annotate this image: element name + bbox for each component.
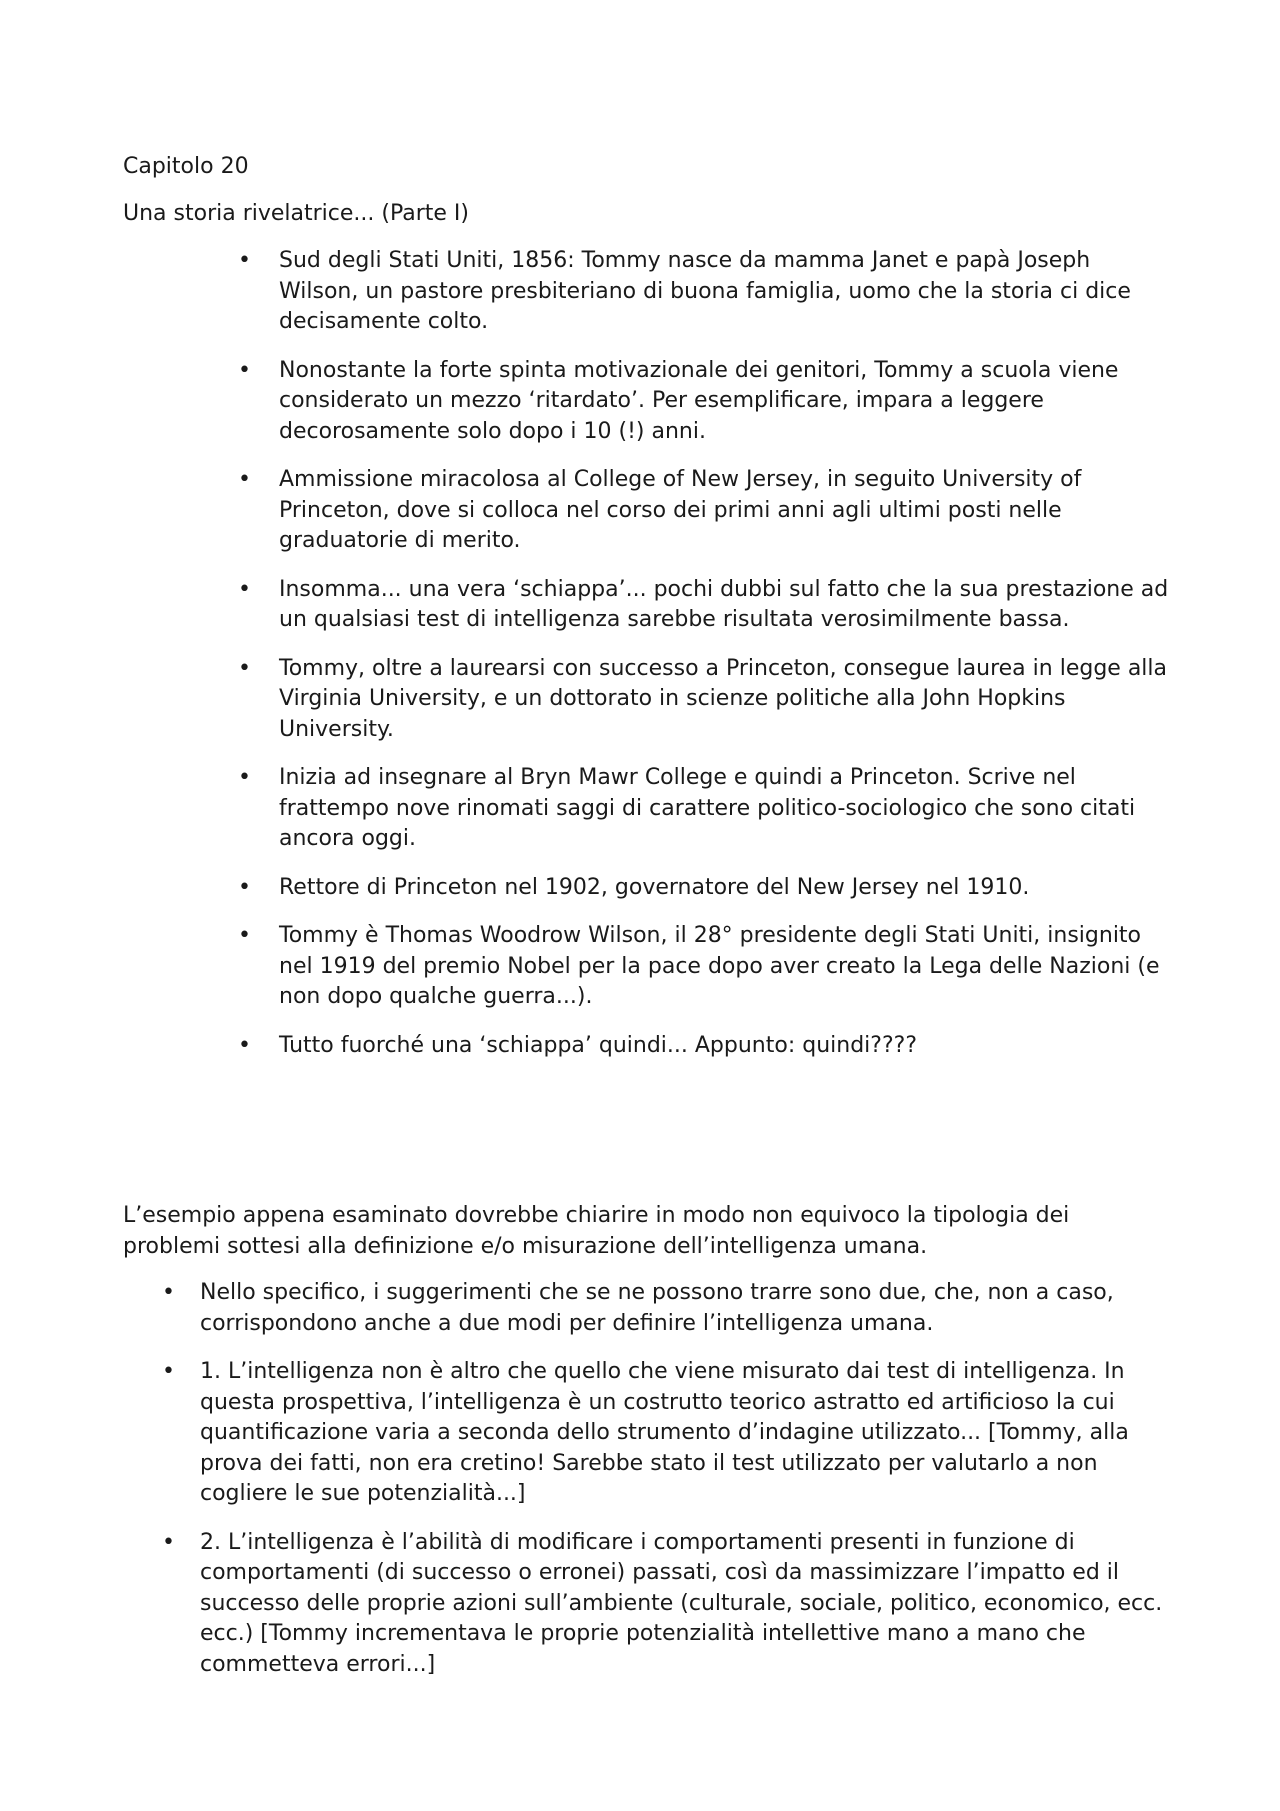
list-item	[0, 575, 1280, 636]
bullet-icon: •	[238, 655, 251, 681]
bullet-icon: •	[238, 1032, 251, 1058]
bullet-icon: •	[238, 248, 251, 273]
list-item	[0, 873, 1280, 904]
list-item	[0, 465, 1280, 557]
bullet-icon: •	[238, 576, 251, 602]
section-subtitle: Una storia rivelatrice... (Parte I)	[123, 201, 470, 226]
list-item-text: Inizia ad insegnare al Bryn Mawr College e quindi a Princeton. Scrive nel frattempo nove rinomati saggi di carattere politico-sociologico che sono citati ancora oggi.	[279, 765, 1136, 851]
definition-bullet-list	[0, 1278, 1280, 1698]
list-item-text: Tommy è Thomas Woodrow Wilson, il 28° presidente degli Stati Uniti, insignito nel 1919 del premio Nobel per la pace dopo aver creato la Lega delle Nazioni (e non dopo qualche guerra...).	[279, 923, 1160, 1009]
list-item	[0, 1528, 1280, 1681]
body-paragraph: L’esempio appena esaminato dovrebbe chiarire in modo non equivoco la tipologia dei problemi sottesi alla definizione e/o misurazione dell’intelligenza umana.	[123, 1203, 1070, 1259]
bullet-icon: •	[238, 765, 251, 790]
list-item-text: Nonostante la forte spinta motivazionale dei genitori, Tommy a scuola viene considerato un mezzo ‘ritardato’. Per esemplificare, impara a leggere decorosamente solo dopo i 10 (!) anni.	[279, 357, 1119, 444]
list-item-text: 1. L’intelligenza non è altro che quello che viene misurato dai test di intelligenza. In questa prospettiva, l’intelligenza è un costrutto teorico astratto ed artificioso la cui quantificazione varia a seconda dello strumento d’indagine utilizzato... [Tommy, alla prova dei fatti, non era cretino! Sarebbe stato il test utilizzato per valutarlo a non cogliere le sue potenzialità...]	[200, 1359, 1129, 1506]
list-item-text: Rettore di Princeton nel 1902, governatore del New Jersey nel 1910.	[279, 874, 1030, 900]
bullet-icon: •	[238, 874, 251, 900]
list-item	[0, 763, 1280, 855]
list-item	[0, 921, 1280, 1013]
bullet-icon: •	[238, 357, 251, 383]
list-item	[0, 246, 1280, 338]
list-item-text: Tommy, oltre a laurearsi con successo a Princeton, consegue laurea in legge alla Virginia University, e un dottorato in scienze politiche alla John Hopkins University.	[279, 655, 1168, 742]
list-item	[0, 1278, 1280, 1339]
list-item	[0, 1031, 1280, 1062]
chapter-heading: Capitolo 20	[123, 154, 249, 179]
list-item	[0, 1357, 1280, 1510]
bullet-icon: •	[238, 923, 251, 948]
bullet-icon: •	[238, 467, 251, 492]
list-item-text: Insomma... una vera ‘schiappa’... pochi dubbi sul fatto che la sua prestazione ad un qualsiasi test di intelligenza sarebbe risultata verosimilmente bassa.	[279, 576, 1169, 632]
story-bullet-list	[0, 246, 1280, 1079]
list-item	[0, 654, 1280, 746]
list-item-text: Tutto fuorché una ‘schiappa’ quindi... Appunto: quindi????	[279, 1032, 917, 1058]
bullet-icon: •	[162, 1280, 175, 1305]
list-item-text: 2. L’intelligenza è l’abilità di modificare i comportamenti presenti in funzione di comportamenti (di successo o erronei) passati, così da massimizzare l’impatto ed il successo delle proprie azioni sull’ambiente (culturale, sociale, politico, economico, ecc. ecc.) [Tommy incrementava le proprie potenzialità intellettive mano a mano che commetteva errori...]	[200, 1529, 1163, 1677]
list-item	[0, 356, 1280, 448]
bullet-icon: •	[162, 1529, 175, 1555]
list-item-text: Nello specifico, i suggerimenti che se ne possono trarre sono due, che, non a caso, corrispondono anche a due modi per definire l’intelligenza umana.	[200, 1280, 1114, 1336]
list-item-text: Ammissione miracolosa al College of New Jersey, in seguito University of Princeton, dove si colloca nel corso dei primi anni agli ultimi posti nelle graduatorie di merito.	[279, 467, 1082, 553]
list-item-text: Sud degli Stati Uniti, 1856: Tommy nasce da mamma Janet e papà Joseph Wilson, un pastore presbiteriano di buona famiglia, uomo che la storia ci dice decisamente colto.	[279, 248, 1131, 334]
bullet-icon: •	[162, 1359, 175, 1384]
